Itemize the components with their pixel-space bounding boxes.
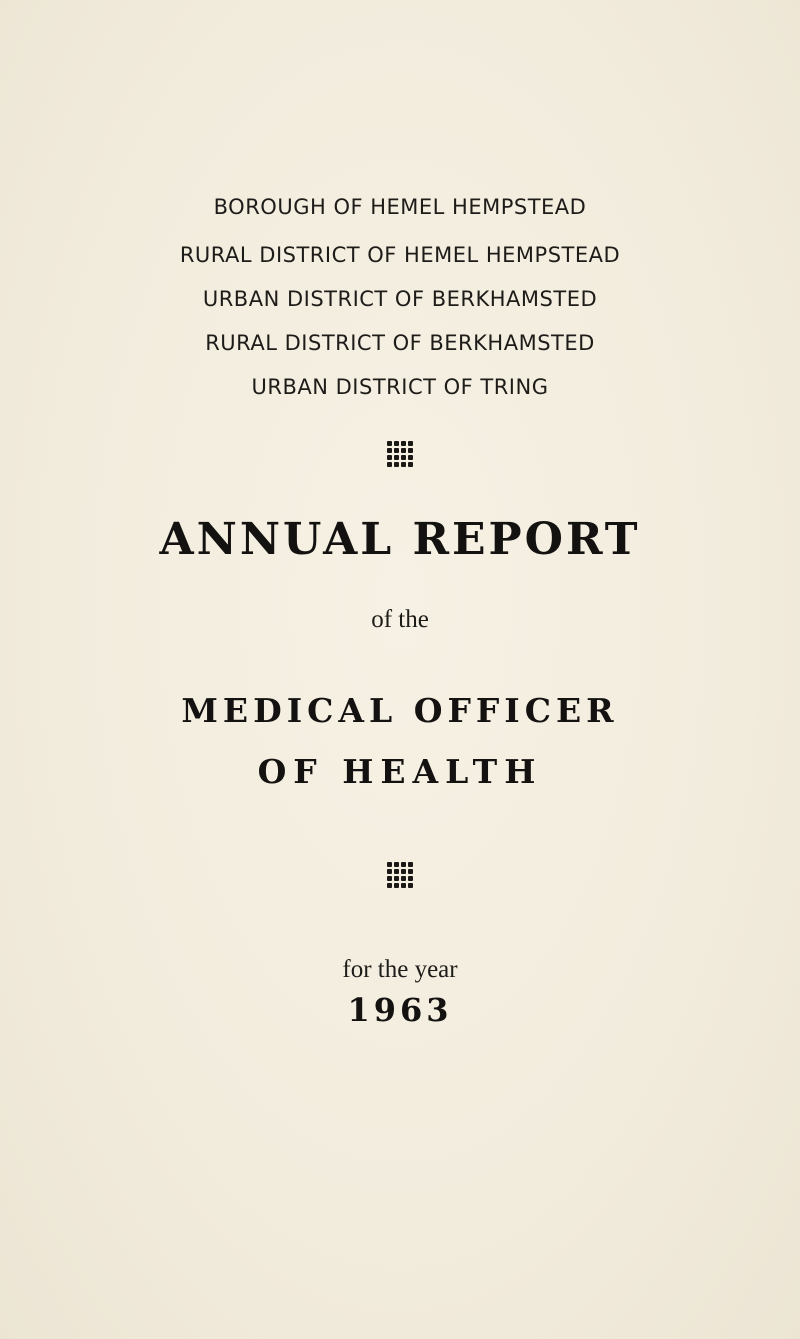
report-title: ANNUAL REPORT <box>159 514 641 565</box>
subtitle-line-2: OF HEALTH <box>257 752 543 791</box>
district-line-2: RURAL DISTRICT OF HEMEL HEMPSTEAD <box>179 243 621 267</box>
of-the-text: of the <box>371 606 429 633</box>
grid-ornament-bottom <box>387 862 413 888</box>
district-line-4: RURAL DISTRICT OF BERKHAMSTED <box>205 331 595 355</box>
page-edge-mark <box>740 0 800 120</box>
district-line-5: URBAN DISTRICT OF TRING <box>251 375 549 399</box>
district-line-1: BOROUGH OF HEMEL HEMPSTEAD <box>213 195 587 219</box>
for-the-year-text: for the year <box>342 956 458 983</box>
subtitle-line-1: MEDICAL OFFICER <box>181 691 619 730</box>
grid-ornament-top <box>387 441 413 467</box>
district-line-3: URBAN DISTRICT OF BERKHAMSTED <box>202 287 598 311</box>
report-year: 1963 <box>347 991 453 1029</box>
